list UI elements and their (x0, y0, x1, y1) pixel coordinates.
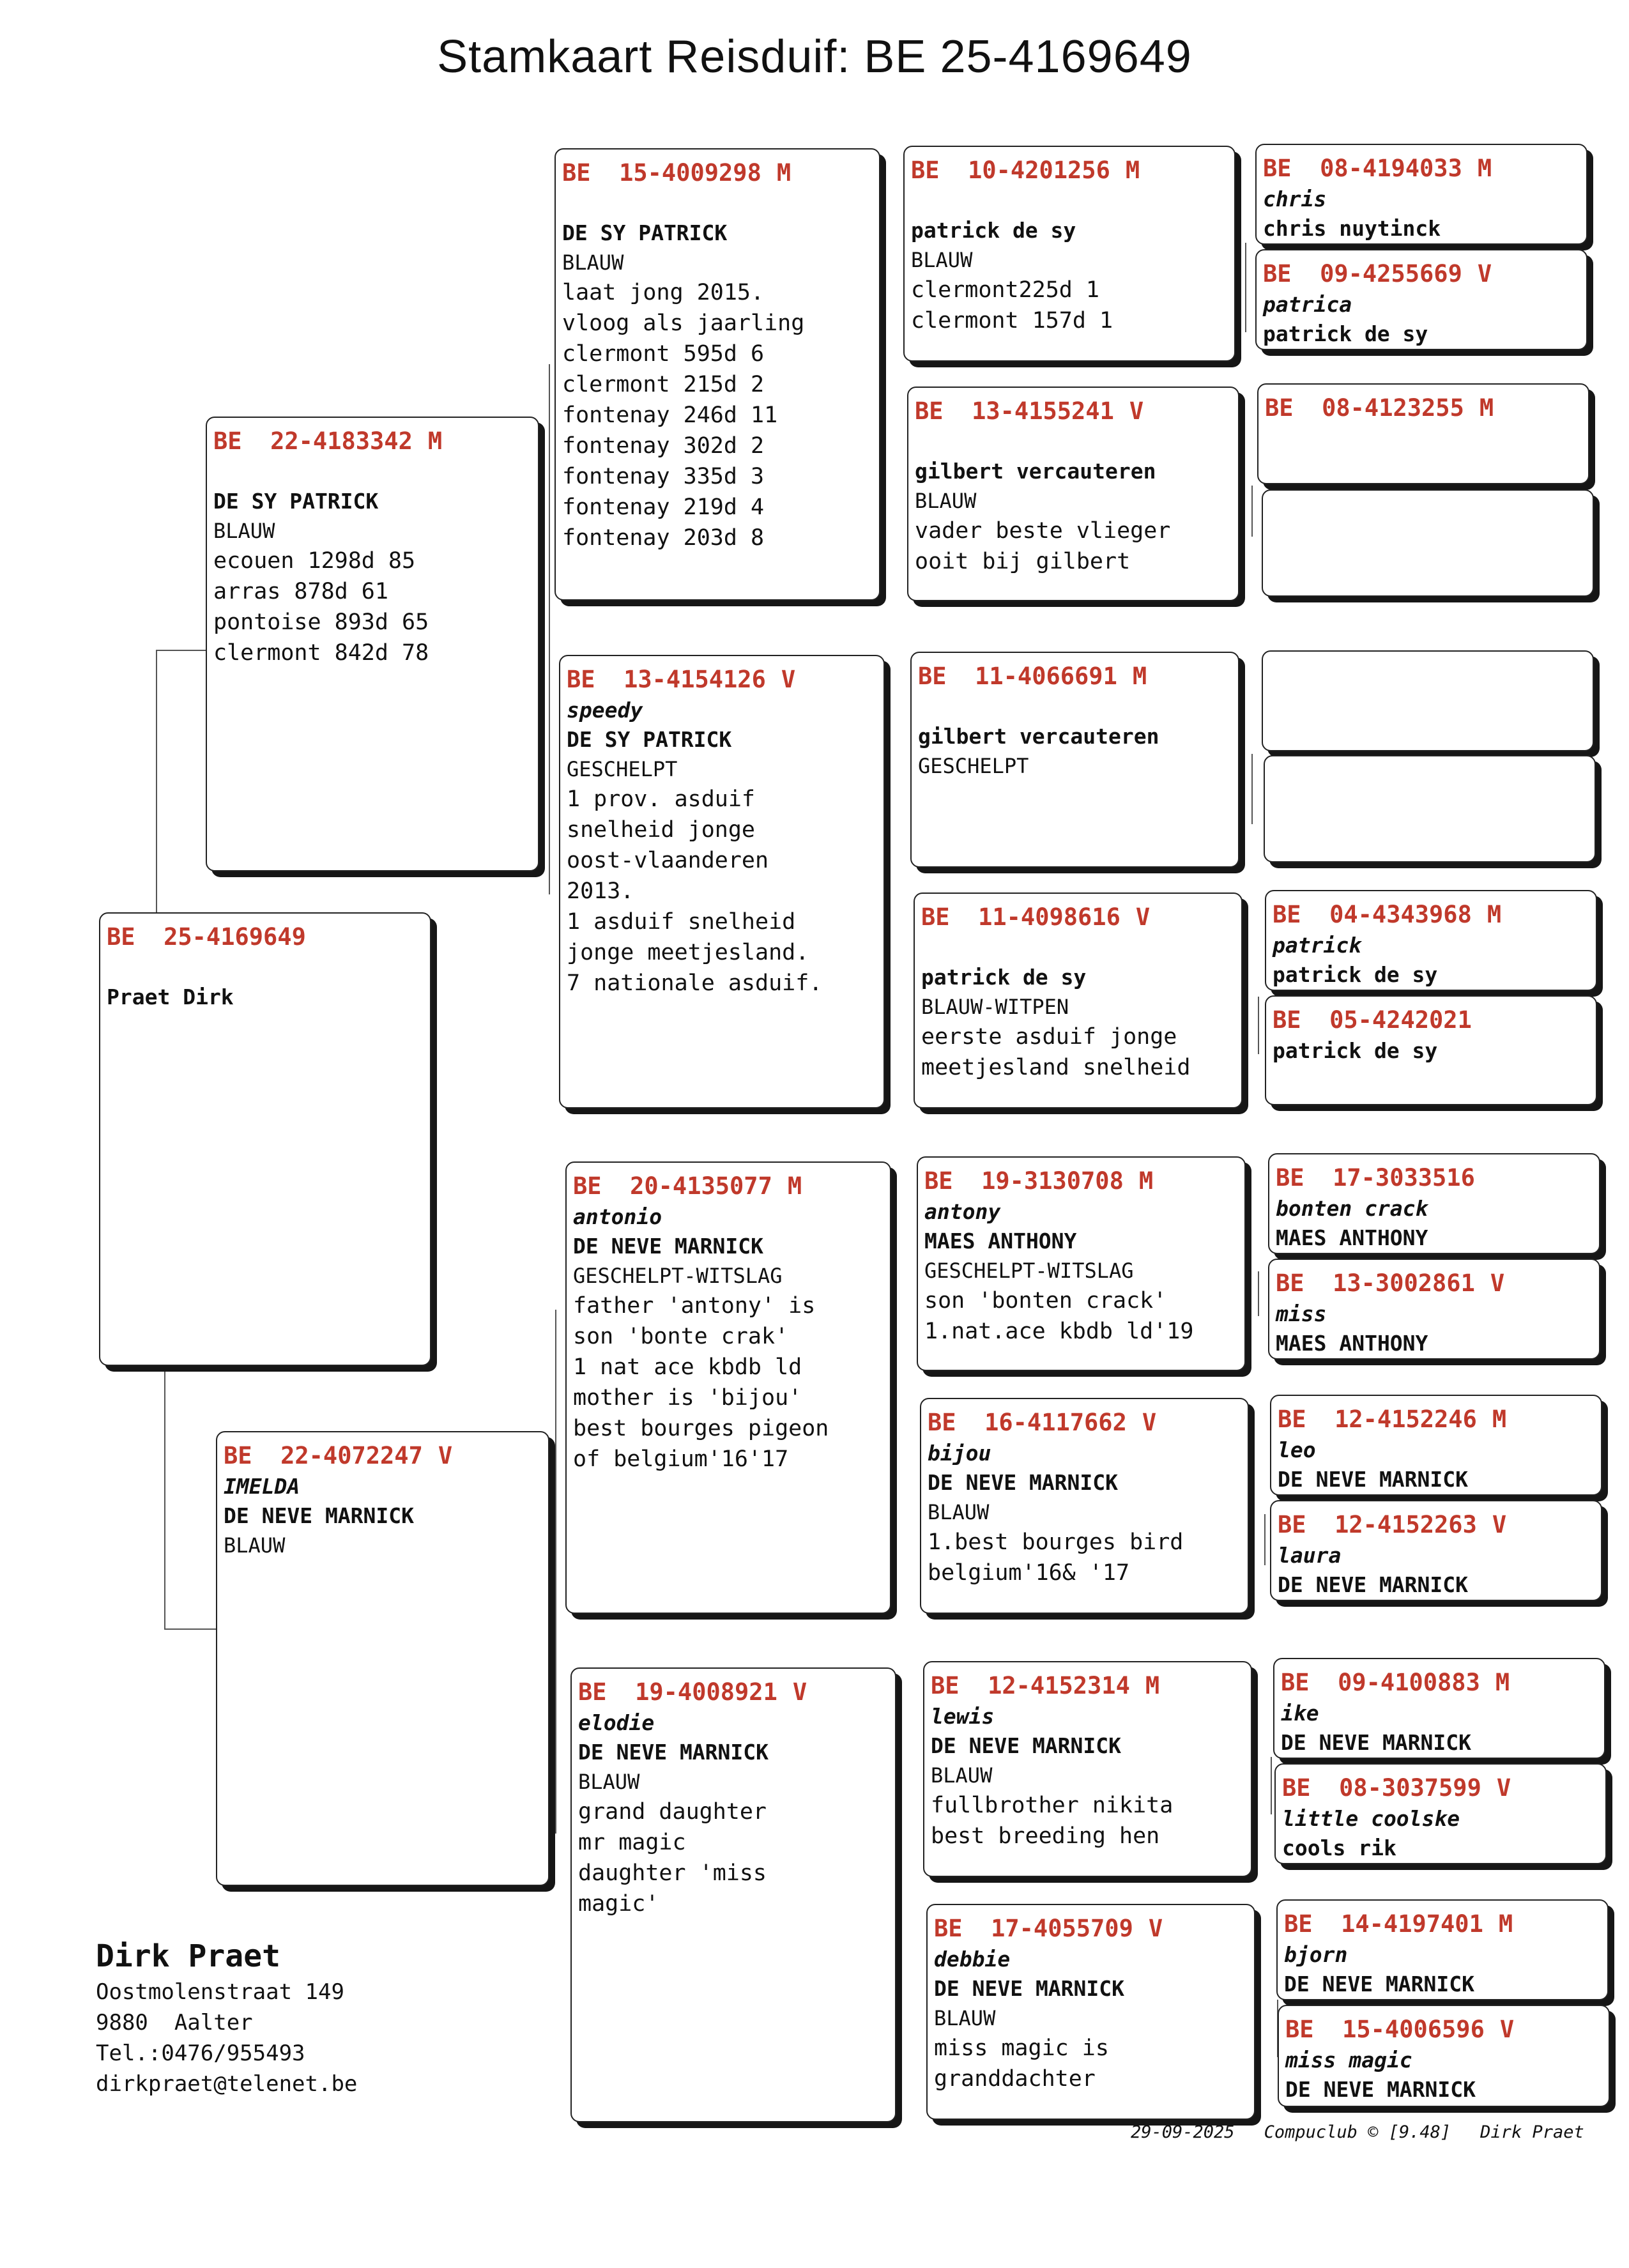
breeder-name: MAES ANTHONY (1276, 1331, 1428, 1356)
note-line: granddachter (934, 2066, 1096, 2092)
breeder-name: DE NEVE MARNICK (1281, 1730, 1472, 1755)
breeder-name: patrick de sy (1273, 1038, 1438, 1063)
pigeon-name: patrick (1273, 933, 1362, 958)
note-line: clermont 595d 6 (562, 341, 765, 367)
pedigree-box-subject[interactable] (99, 912, 431, 1366)
ring-number: BE 08-4123255 M (1265, 394, 1494, 422)
ring-number: BE 08-4194033 M (1263, 155, 1492, 182)
pedigree-box-ds[interactable] (565, 1161, 891, 1614)
page-title: Stamkaart Reisduif: BE 25-4169649 (437, 31, 1192, 82)
breeder-name: cools rik (1282, 1835, 1396, 1860)
pedigree-box-dsd[interactable] (920, 1398, 1249, 1614)
ring-number (1269, 498, 1584, 530)
pigeon-color: BLAUW (911, 248, 973, 272)
ring-number: BE 05-4242021 (1273, 1006, 1472, 1034)
owner-name: Dirk Praet (96, 1938, 280, 1974)
note-line: vader beste vlieger (915, 518, 1171, 544)
pigeon-name: bijou (928, 1441, 991, 1466)
note-line: clermont 842d 78 (213, 640, 429, 666)
breeder-name: DE NEVE MARNICK (1285, 2077, 1476, 2102)
note-line: daughter 'miss (578, 1860, 767, 1886)
owner-address-block (96, 1936, 357, 2099)
pedigree-box-sdds[interactable] (1265, 890, 1597, 991)
software-credit: Compuclub © [9.48] (1264, 2122, 1451, 2142)
pedigree-box-sddd[interactable] (1265, 995, 1597, 1105)
breeder-name: DE SY PATRICK (562, 220, 728, 245)
note-line: jonge meetjesland. (567, 940, 809, 965)
note-line: pontoise 893d 65 (213, 609, 429, 635)
pedigree-box-dss[interactable] (917, 1156, 1246, 1371)
pedigree-box-dam[interactable] (216, 1431, 549, 1886)
owner-name: Praet Dirk (107, 985, 234, 1009)
note-line: eerste asduif jonge (921, 1024, 1177, 1050)
ring-number: BE 04-4343968 M (1273, 901, 1502, 928)
ring-number: BE 13-3002861 V (1276, 1269, 1505, 1297)
pedigree-box-sdd[interactable] (914, 893, 1243, 1108)
ring-number (1269, 659, 1584, 691)
note-line: fontenay 335d 3 (562, 464, 765, 489)
note-line: of belgium'16'17 (573, 1446, 789, 1472)
breeder-name: patrick de sy (921, 965, 1087, 990)
owner-city: 9880 Aalter (96, 2010, 253, 2035)
pigeon-name: little coolske (1282, 1806, 1460, 1831)
pigeon-color: GESCHELPT-WITSLAG (573, 1264, 783, 1288)
pigeon-color: BLAUW (213, 519, 275, 543)
pedigree-box-ddds[interactable] (1276, 1899, 1609, 2000)
note-line: fontenay 246d 11 (562, 402, 778, 428)
breeder-name: DE NEVE MARNICK (1278, 1467, 1469, 1492)
note-line: best bourges pigeon (573, 1416, 829, 1441)
note-line: clermont 215d 2 (562, 372, 765, 397)
note-line: belgium'16& '17 (928, 1560, 1130, 1586)
note-line: son 'bonten crack' (924, 1288, 1167, 1314)
pigeon-name: leo (1278, 1437, 1316, 1462)
owner-email[interactable]: dirkpraet@telenet.be (96, 2071, 358, 2097)
pigeon-name: bjorn (1284, 1942, 1348, 1967)
breeder-name: DE SY PATRICK (567, 727, 732, 752)
pigeon-name: speedy (567, 698, 643, 723)
ring-number: BE 13-4155241 V (915, 397, 1144, 425)
note-line: 1.best bourges bird (928, 1529, 1184, 1555)
pedigree-box-sire[interactable] (206, 417, 539, 871)
pedigree-box-sds[interactable] (910, 652, 1239, 868)
pigeon-color: BLAUW (928, 1500, 990, 1524)
note-line: mother is 'bijou' (573, 1385, 802, 1411)
ring-number: BE 15-4006596 V (1285, 2016, 1515, 2043)
ring-number: BE 11-4098616 V (921, 903, 1151, 931)
pedigree-box-dsss[interactable] (1268, 1153, 1600, 1254)
note-line: 1 nat ace kbdb ld (573, 1354, 802, 1380)
note-line: 7 nationale asduif. (567, 970, 823, 996)
pedigree-box-ssds[interactable] (1257, 383, 1589, 484)
pigeon-color: BLAUW-WITPEN (921, 995, 1069, 1019)
note-line: magic' (578, 1891, 659, 1917)
pigeon-color: BLAUW (915, 489, 977, 513)
note-line: clermont 157d 1 (911, 308, 1113, 333)
note-line: ecouen 1298d 85 (213, 548, 416, 574)
breeder-name: DE NEVE MARNICK (224, 1503, 415, 1528)
pigeon-name: miss (1276, 1301, 1327, 1326)
note-line: son 'bonte crak' (573, 1324, 789, 1349)
pigeon-name: antony (924, 1199, 1001, 1224)
note-line: 1 asduif snelheid (567, 909, 796, 935)
owner-street: Oostmolenstraat 149 (96, 1979, 344, 2005)
note-line: ooit bij gilbert (915, 549, 1131, 574)
breeder-name: DE NEVE MARNICK (934, 1976, 1125, 2001)
note-line: grand daughter (578, 1799, 767, 1825)
owner-phone: Tel.:0476/955493 (96, 2041, 305, 2066)
pedigree-box-sd[interactable] (559, 655, 885, 1108)
pigeon-name: lewis (931, 1704, 995, 1729)
ring-number: BE 19-4008921 V (578, 1678, 807, 1706)
pedigree-box-dsds[interactable] (1270, 1395, 1602, 1496)
note-line: snelheid jonge (567, 817, 756, 843)
breeder-name: patrick de sy (1273, 962, 1438, 987)
pedigree-box-dd[interactable] (570, 1667, 896, 2122)
pigeon-color: BLAUW (578, 1770, 640, 1794)
breeder-name: gilbert vercauteren (915, 459, 1156, 484)
breeder-name: gilbert vercauteren (918, 724, 1159, 749)
note-line: father 'antony' is (573, 1293, 816, 1319)
pigeon-color: BLAUW (931, 1763, 993, 1788)
note-line: arras 878d 61 (213, 579, 388, 604)
note-line: miss magic is (934, 2035, 1109, 2061)
ring-number: BE 19-3130708 M (924, 1167, 1154, 1195)
breeder-name: patrick de sy (911, 218, 1076, 243)
pigeon-name: laura (1278, 1543, 1342, 1568)
breeder-name: DE NEVE MARNICK (573, 1234, 764, 1259)
note-line: 2013. (567, 878, 634, 904)
breeder-name: patrick de sy (1263, 321, 1428, 346)
ring-number: BE 25-4169649 (107, 923, 306, 951)
note-line: clermont225d 1 (911, 277, 1100, 303)
pedigree-box-dssd[interactable] (1268, 1259, 1600, 1360)
pedigree-box-ddd[interactable] (926, 1904, 1255, 2120)
pedigree-box-ss[interactable] (554, 148, 880, 601)
ring-number: BE 11-4066691 M (918, 663, 1147, 690)
ring-number: BE 09-4255669 V (1263, 260, 1492, 287)
pigeon-name: miss magic (1285, 2048, 1412, 2073)
note-line: mr magic (578, 1830, 686, 1855)
note-line: fullbrother nikita (931, 1793, 1174, 1818)
ring-number: BE 20-4135077 M (573, 1172, 802, 1200)
pigeon-name: chris (1263, 187, 1327, 211)
pigeon-name: elodie (578, 1710, 655, 1735)
breeder-name: DE NEVE MARNICK (1278, 1572, 1469, 1597)
note-line: 1.nat.ace kbdb ld'19 (924, 1319, 1194, 1344)
note-line: fontenay 203d 8 (562, 525, 765, 551)
pedigree-box-dds[interactable] (923, 1661, 1252, 1877)
pigeon-color: GESCHELPT (918, 754, 1029, 778)
pigeon-color: BLAUW (562, 250, 624, 275)
footer-user: Dirk Praet (1480, 2122, 1584, 2142)
note-line: fontenay 219d 4 (562, 494, 765, 520)
ring-number: BE 08-3037599 V (1282, 1774, 1511, 1802)
ring-number: BE 22-4183342 M (213, 427, 443, 455)
breeder-name: MAES ANTHONY (1276, 1225, 1428, 1250)
pigeon-name: antonio (573, 1204, 662, 1229)
ring-number: BE 14-4197401 M (1284, 1910, 1513, 1938)
note-line: laat jong 2015. (562, 280, 765, 305)
breeder-name: MAES ANTHONY (924, 1229, 1077, 1253)
pigeon-color: BLAUW (934, 2006, 996, 2030)
pigeon-name: debbie (934, 1947, 1011, 1972)
pigeon-color: GESCHELPT-WITSLAG (924, 1259, 1134, 1283)
ring-number: BE 10-4201256 M (911, 157, 1140, 184)
breeder-name: DE NEVE MARNICK (578, 1740, 769, 1765)
ring-number: BE 17-4055709 V (934, 1915, 1163, 1942)
note-line: fontenay 302d 2 (562, 433, 765, 459)
breeder-name: DE NEVE MARNICK (1284, 1972, 1475, 1996)
breeder-name: DE SY PATRICK (213, 489, 379, 514)
ring-number: BE 16-4117662 V (928, 1409, 1157, 1436)
note-line: best breeding hen (931, 1823, 1160, 1849)
ring-number: BE 12-4152263 V (1278, 1511, 1507, 1538)
note-line: vloog als jaarling (562, 310, 805, 336)
pedigree-box-ddsd[interactable] (1274, 1763, 1607, 1864)
pedigree-box-dddd[interactable] (1278, 2005, 1610, 2107)
ring-number: BE 09-4100883 M (1281, 1669, 1510, 1696)
pigeon-color: BLAUW (224, 1533, 286, 1558)
ring-number (1271, 764, 1586, 796)
breeder-name: DE NEVE MARNICK (928, 1470, 1119, 1495)
note-line: oost-vlaanderen (567, 848, 769, 873)
pedigree-box-dsdd[interactable] (1270, 1500, 1602, 1601)
note-line: 1 prov. asduif (567, 786, 756, 812)
ring-number: BE 17-3033516 (1276, 1164, 1475, 1191)
pedigree-box-ssdd[interactable] (1262, 489, 1594, 597)
ring-number: BE 12-4152246 M (1278, 1406, 1507, 1433)
pedigree-box-ssd[interactable] (907, 387, 1239, 601)
pigeon-name: IMELDA (224, 1474, 300, 1499)
footer (1131, 2122, 1614, 2142)
pedigree-box-sssd[interactable] (1255, 249, 1587, 350)
ring-number: BE 13-4154126 V (567, 666, 796, 693)
pigeon-name: bonten crack (1276, 1196, 1428, 1221)
ring-number: BE 12-4152314 M (931, 1672, 1160, 1699)
pigeon-name: patrica (1263, 292, 1352, 317)
pedigree-box-ddss[interactable] (1273, 1658, 1605, 1759)
pigeon-color: GESCHELPT (567, 757, 678, 781)
pedigree-box-sdss[interactable] (1262, 650, 1594, 751)
print-date: 29-09-2025 (1131, 2122, 1235, 2142)
ring-number: BE 15-4009298 M (562, 159, 792, 187)
pedigree-box-sss[interactable] (903, 146, 1235, 362)
breeder-name: DE NEVE MARNICK (931, 1733, 1122, 1758)
note-line: meetjesland snelheid (921, 1055, 1191, 1080)
pedigree-box-ssss[interactable] (1255, 144, 1587, 245)
ring-number: BE 22-4072247 V (224, 1442, 453, 1469)
breeder-name: chris nuytinck (1263, 216, 1441, 241)
pigeon-name: ike (1281, 1701, 1319, 1726)
pedigree-box-sdsd[interactable] (1264, 755, 1596, 862)
